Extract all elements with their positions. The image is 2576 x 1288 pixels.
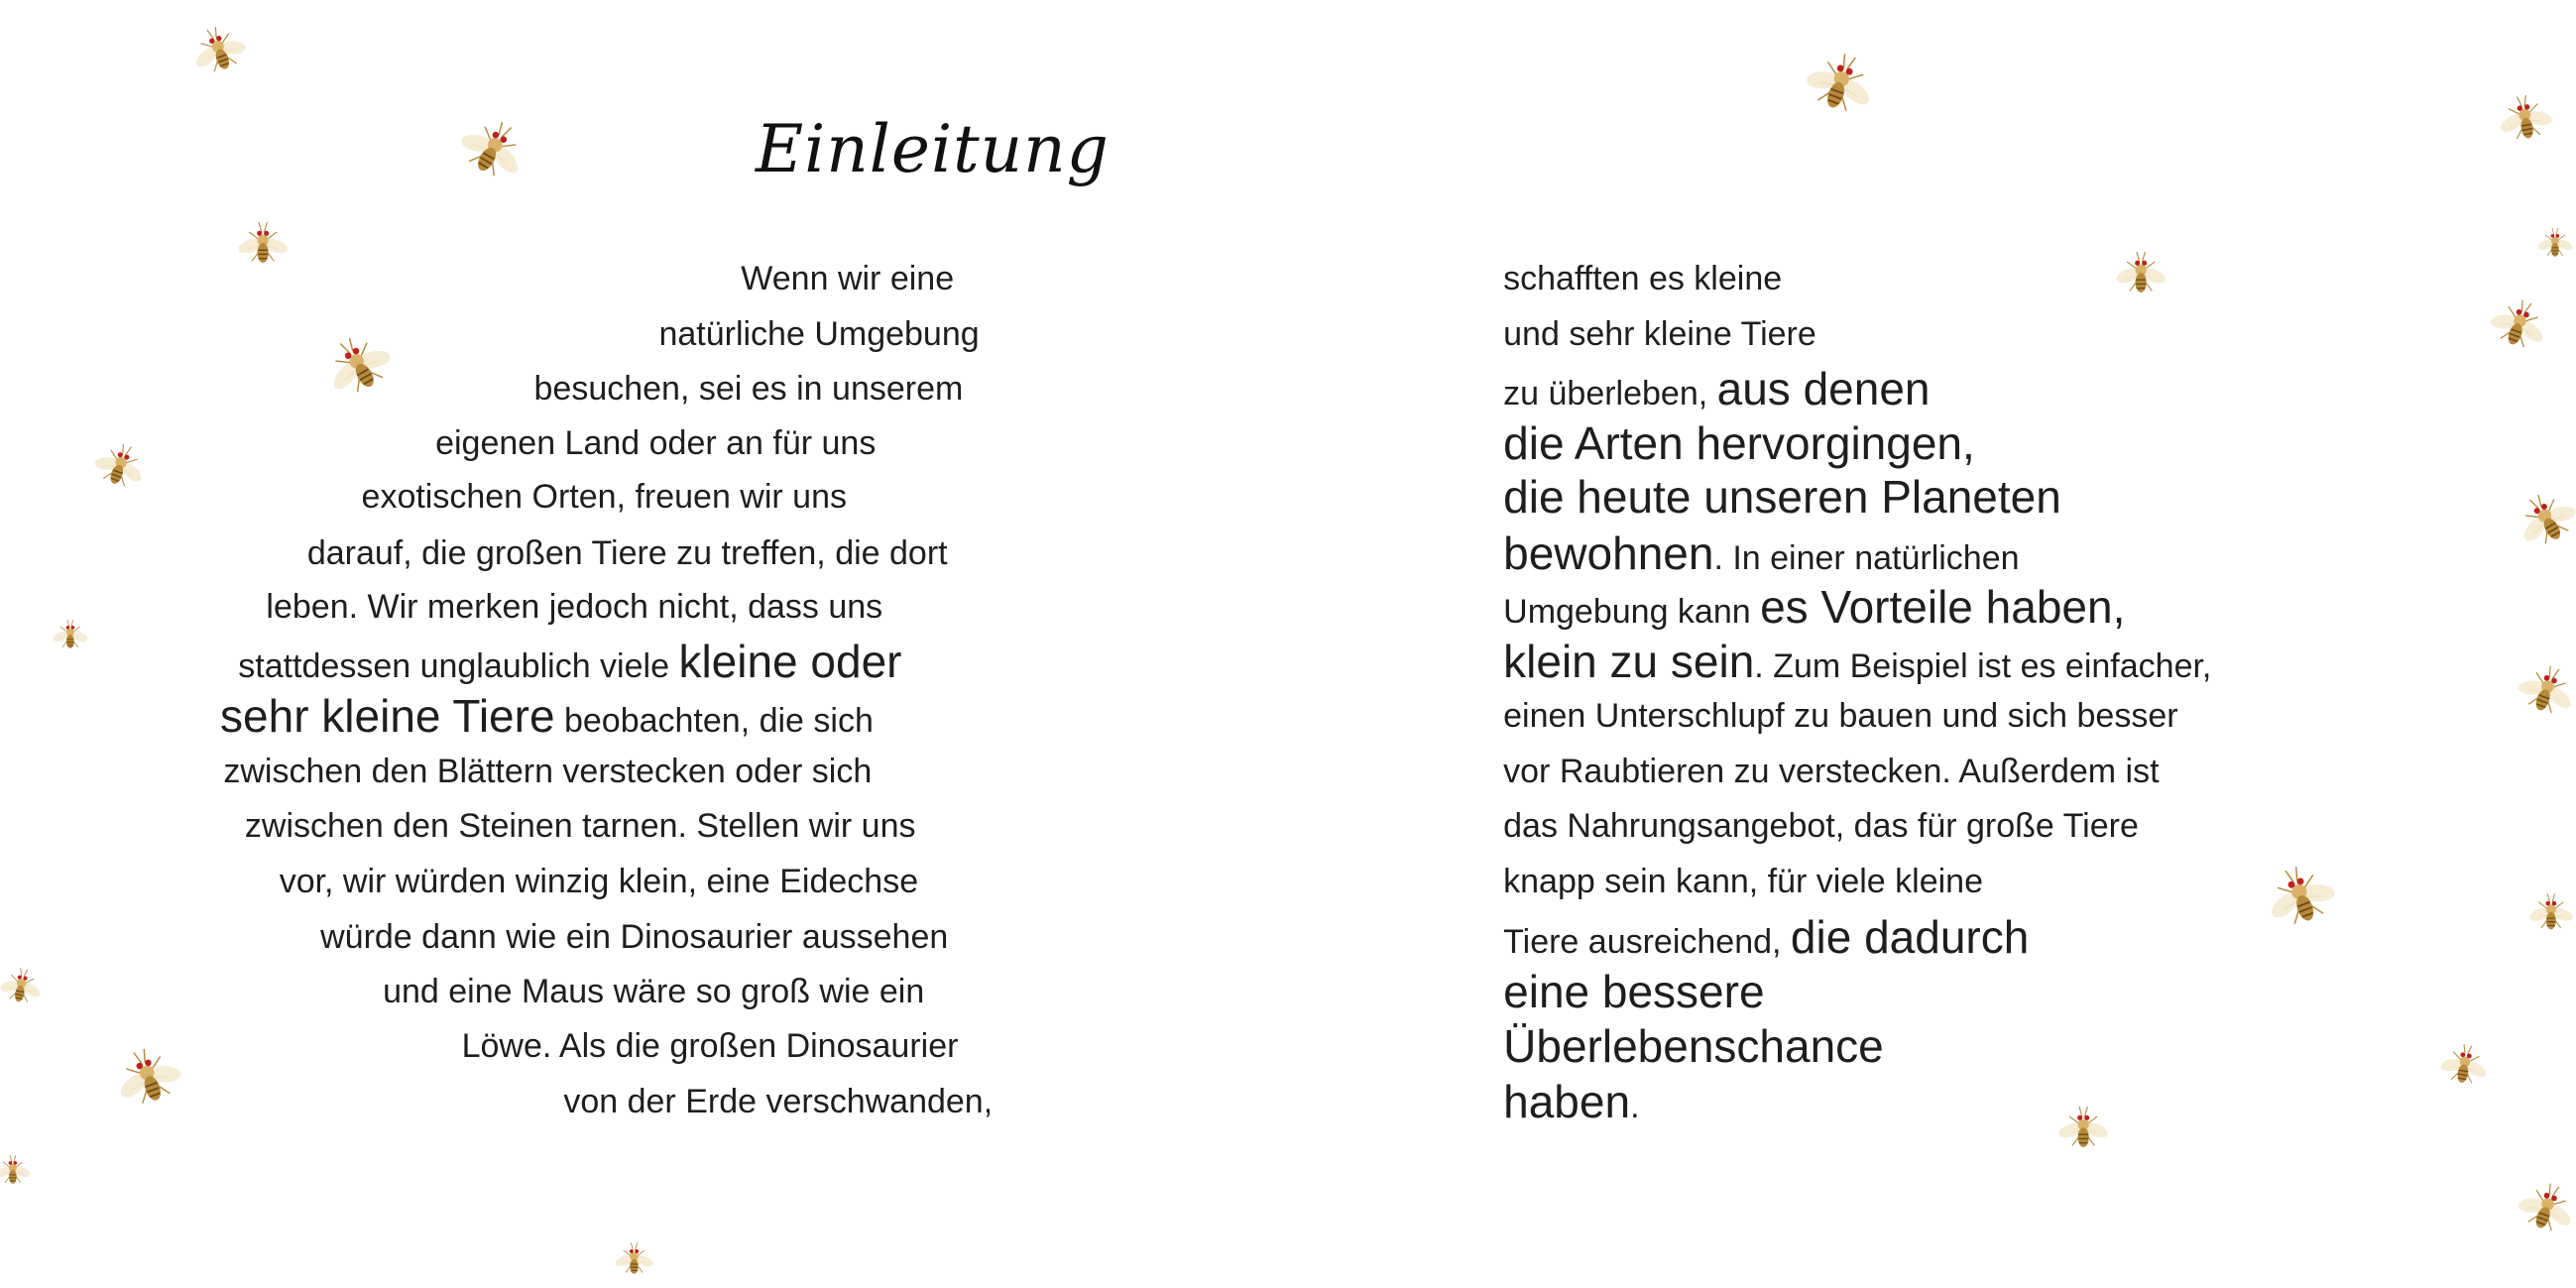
text-line [1503, 312, 1816, 356]
page-title: Einleitung [756, 111, 1110, 187]
emphasized-text: eine bessere [1503, 966, 1765, 1018]
text-line [1503, 911, 2030, 964]
text-line [1503, 527, 2020, 580]
text-line [383, 970, 924, 1013]
text-line [238, 636, 902, 688]
emphasized-text: sehr kleine Tiere [220, 689, 555, 742]
text-segment: beobachten, die sich [554, 701, 874, 740]
fly-icon [51, 615, 90, 654]
text-line [223, 750, 872, 793]
emphasized-text: bewohnen [1503, 527, 1714, 579]
text-segment: exotischen Orten, freuen wir uns [361, 478, 847, 517]
fly-icon [84, 429, 156, 501]
text-segment: das Nahrungsangebot, das für große Tiere [1503, 806, 2139, 845]
emphasized-text: die dadurch [1790, 911, 2030, 964]
text-segment: vor, wir würden winzig klein, eine Eidechse [279, 863, 919, 901]
text-line [1503, 1076, 1640, 1128]
text-segment: und eine Maus wäre so groß wie ein [383, 973, 925, 1011]
text-line [1503, 416, 1975, 470]
text-segment: stattdessen unglaublich viele [238, 647, 679, 686]
text-segment: zwischen den Steinen tarnen. Stellen wir uns [244, 806, 916, 845]
emphasized-text: klein zu sein [1503, 636, 1755, 688]
text-line [534, 367, 964, 410]
text-segment: und sehr kleine Tiere [1503, 315, 1816, 354]
text-segment: einen Unterschlupf zu bauen und sich besser [1503, 696, 2178, 735]
text-line [266, 585, 882, 629]
text-line [658, 312, 979, 356]
fly-icon [308, 315, 408, 414]
text-segment: leben. Wir merken jedoch nicht, dass uns [266, 588, 883, 627]
text-line [435, 421, 876, 465]
text-line [1503, 804, 2139, 848]
fly-icon [2535, 223, 2575, 263]
fly-icon [2507, 1168, 2576, 1248]
text-segment: darauf, die großen Tiere zu treffen, die dort [306, 533, 948, 572]
emphasized-text: es Vorteile haben, [1760, 581, 2126, 634]
text-line [1503, 860, 1983, 903]
text-segment: knapp sein kann, für viele kleine [1503, 863, 1983, 901]
fly-icon [2113, 245, 2168, 300]
text-line [1503, 966, 1765, 1018]
text-segment: Wenn wir eine [741, 260, 955, 297]
emphasized-text: die heute unseren Planeten [1503, 471, 2061, 524]
emphasized-text: die Arten hervorgingen, [1503, 416, 1975, 469]
emphasized-text: Überlebenschance [1503, 1019, 1884, 1072]
text-line [1503, 1019, 1884, 1073]
text-segment: schafften es kleine [1503, 260, 1783, 297]
fly-icon [2434, 1034, 2495, 1095]
text-segment: würde dann wie ein Dinosaurier aussehen [320, 918, 949, 957]
emphasized-text: haben [1503, 1076, 1631, 1128]
text-line [307, 531, 948, 575]
text-line [362, 475, 847, 519]
text-line [1503, 257, 1782, 300]
text-line [563, 1080, 993, 1123]
text-line [320, 915, 948, 959]
fly-icon [1792, 34, 1889, 131]
text-line [245, 804, 916, 848]
text-line [1503, 750, 2159, 793]
fly-icon [0, 1150, 33, 1190]
text-segment: . [1630, 1088, 1640, 1126]
fly-icon [101, 1030, 193, 1122]
text-segment: Tiere ausreichend, [1503, 923, 1791, 962]
text-segment: . In einer natürlichen [1713, 538, 2020, 577]
text-line [462, 1024, 959, 1068]
text-line [741, 257, 954, 300]
fly-icon [443, 98, 542, 197]
text-line [1503, 363, 1931, 415]
fly-icon [180, 11, 256, 86]
fly-icon [0, 959, 48, 1012]
fly-icon [2055, 1100, 2111, 1155]
text-segment: besuchen, sei es in unserem [533, 370, 964, 409]
fly-icon [2479, 284, 2559, 364]
text-segment: . Zum Beispiel ist es einfacher, [1754, 647, 2212, 686]
emphasized-text: kleine oder [678, 636, 902, 688]
text-segment: von der Erde verschwanden, [563, 1083, 994, 1121]
text-line [220, 689, 874, 743]
text-line [1503, 636, 2212, 688]
text-line [1503, 694, 2177, 738]
fly-icon [613, 1237, 655, 1280]
fly-icon [2502, 474, 2576, 564]
text-line [1503, 471, 2061, 524]
text-segment: zu überleben, [1503, 375, 1717, 413]
fly-icon [235, 215, 291, 271]
text-segment: Löwe. Als die großen Dinosaurier [461, 1026, 959, 1065]
text-line [1503, 581, 2126, 634]
fly-icon [2507, 650, 2576, 731]
text-segment: eigenen Land oder an für uns [435, 423, 877, 462]
fly-icon [2491, 84, 2559, 153]
fly-icon [2252, 847, 2349, 944]
text-segment: Umgebung kann [1503, 593, 1761, 632]
text-segment: vor Raubtieren zu verstecken. Außerdem ist [1503, 753, 2160, 791]
text-line [280, 860, 918, 903]
emphasized-text: aus denen [1716, 363, 1931, 415]
text-segment: natürliche Umgebung [658, 315, 980, 354]
fly-icon [2526, 887, 2576, 937]
text-segment: zwischen den Blättern verstecken oder sich [223, 753, 873, 791]
